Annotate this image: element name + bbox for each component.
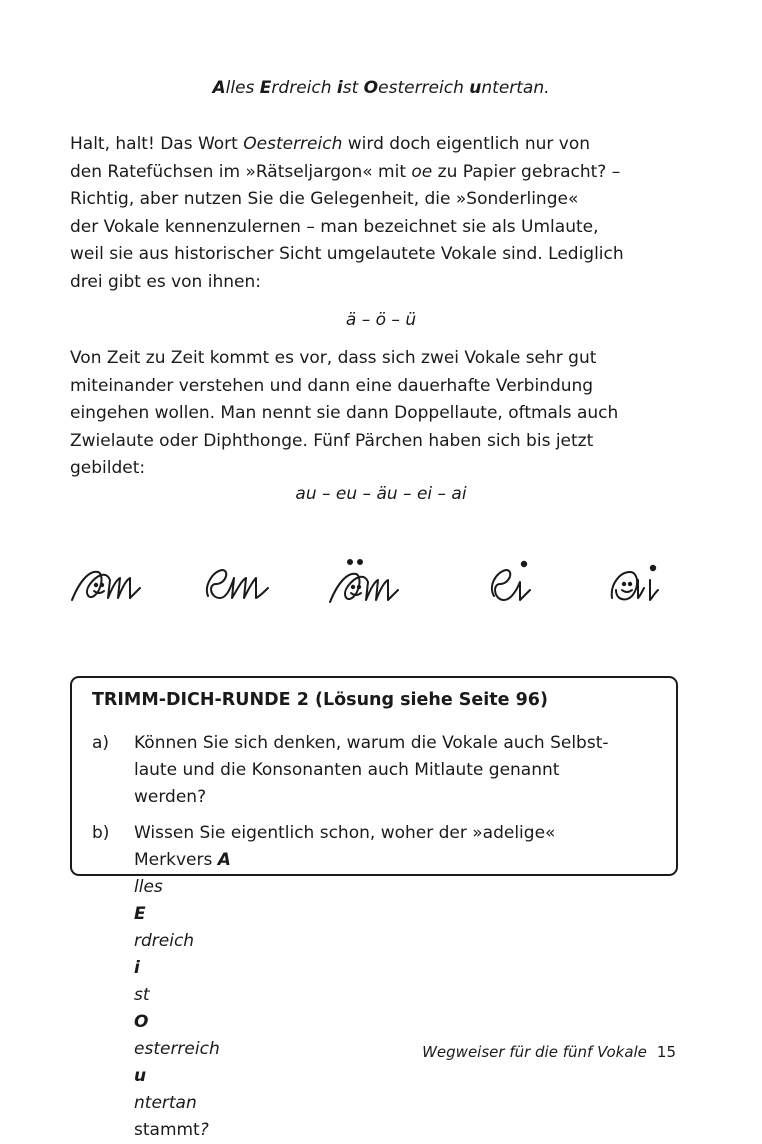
question-mark: ? <box>199 1120 209 1140</box>
text-run: Merkvers <box>134 850 218 870</box>
motto-rest: st <box>134 985 150 1005</box>
motto-initial: A <box>212 78 226 98</box>
paragraph-line <box>70 159 680 187</box>
motto-rest: st <box>342 78 364 98</box>
exercise-title: TRIMM-DICH-RUNDE 2 (Lösung siehe Seite 96) <box>92 690 548 710</box>
item-label: b) <box>92 823 110 843</box>
diphthong-list: au – eu – äu – ei – ai <box>295 484 467 504</box>
motto-initial: i <box>134 958 140 978</box>
paragraph-line: Von Zeit zu Zeit kommt es vor, dass sich zwei Vokale sehr gut <box>70 348 597 368</box>
motto-initial: O <box>134 1012 149 1032</box>
paragraph-line: weil sie aus historischer Sicht umgelautete Vokale sind. Lediglich <box>70 244 624 264</box>
motto-rest: rdreich <box>271 78 337 98</box>
paragraph-line: der Vokale kennenzulernen – man bezeichnet sie als Umlaute, <box>70 216 599 237</box>
motto-initial: i <box>336 78 343 98</box>
item-line: laute und die Konsonanten auch Mitlaute genannt <box>134 760 560 780</box>
paragraph-line: gebildet: <box>70 458 146 478</box>
aeu-handwritten-icon <box>330 560 398 602</box>
text-run: wird doch eigentlich nur von <box>342 134 591 154</box>
text-run: Halt, halt! Das Wort <box>70 134 244 154</box>
paragraph-line: eingehen wollen. Man nennt sie dann Doppellaute, oftmals auch <box>70 403 619 423</box>
motto-initial: u <box>134 1066 147 1086</box>
umlaut-list: ä – ö – ü <box>345 310 417 330</box>
motto-rest: rdreich <box>134 931 195 951</box>
eu-handwritten-icon <box>207 570 268 598</box>
motto-line <box>0 78 762 98</box>
paragraph-line: miteinander verstehen und dann eine dauerhafte Verbindung <box>70 375 594 396</box>
motto-rest: lles <box>225 78 260 98</box>
ai-handwritten-icon <box>612 566 658 600</box>
italic-word: Oesterreich <box>243 134 343 154</box>
motto-rest: lles <box>134 877 163 897</box>
italic-word: oe <box>411 161 433 182</box>
item-line: Können Sie sich denken, warum die Vokale auch Selbst- <box>134 733 609 753</box>
motto-inline <box>134 850 664 1117</box>
ei-handwritten-icon <box>492 562 530 600</box>
item-line: Wissen Sie eigentlich schon, woher der »adelige« <box>134 823 556 843</box>
text-run: stammt <box>134 1120 200 1140</box>
intro-paragraph <box>70 131 680 296</box>
item-line <box>134 847 664 1144</box>
motto-initial: E <box>134 904 146 924</box>
motto-initial: A <box>217 850 231 870</box>
page-number: 15 <box>656 1043 676 1061</box>
item-text <box>134 820 664 1144</box>
motto-rest: ntertan. <box>481 78 550 98</box>
running-title: Wegweiser für die fünf Vokale <box>422 1043 647 1061</box>
paragraph-line: Richtig, aber nutzen Sie die Gelegenheit, die »Sonderlinge« <box>70 189 579 209</box>
diphthong-paragraph <box>70 345 680 483</box>
paragraph-line: Zwielaute oder Diphthonge. Fünf Pärchen haben sich bis jetzt <box>70 430 594 451</box>
handwriting-row <box>60 540 700 620</box>
item-text <box>134 730 664 811</box>
motto-rest: esterreich <box>134 1039 220 1059</box>
text-run: zu Papier gebracht? – <box>432 161 621 182</box>
item-label: a) <box>92 733 110 753</box>
item-line: werden? <box>134 787 207 807</box>
motto-rest: ntertan <box>134 1093 197 1113</box>
page-footer <box>422 1043 676 1061</box>
motto-initial: O <box>363 78 379 98</box>
motto-initial: u <box>469 78 482 98</box>
motto-initial: E <box>259 78 272 98</box>
au-handwritten-icon <box>72 572 140 600</box>
text-run: den Ratefüchsen im »Rätseljargon« mit <box>70 161 412 182</box>
paragraph-line <box>70 131 680 159</box>
paragraph-line: drei gibt es von ihnen: <box>70 271 261 292</box>
motto-rest: esterreich <box>378 78 470 98</box>
